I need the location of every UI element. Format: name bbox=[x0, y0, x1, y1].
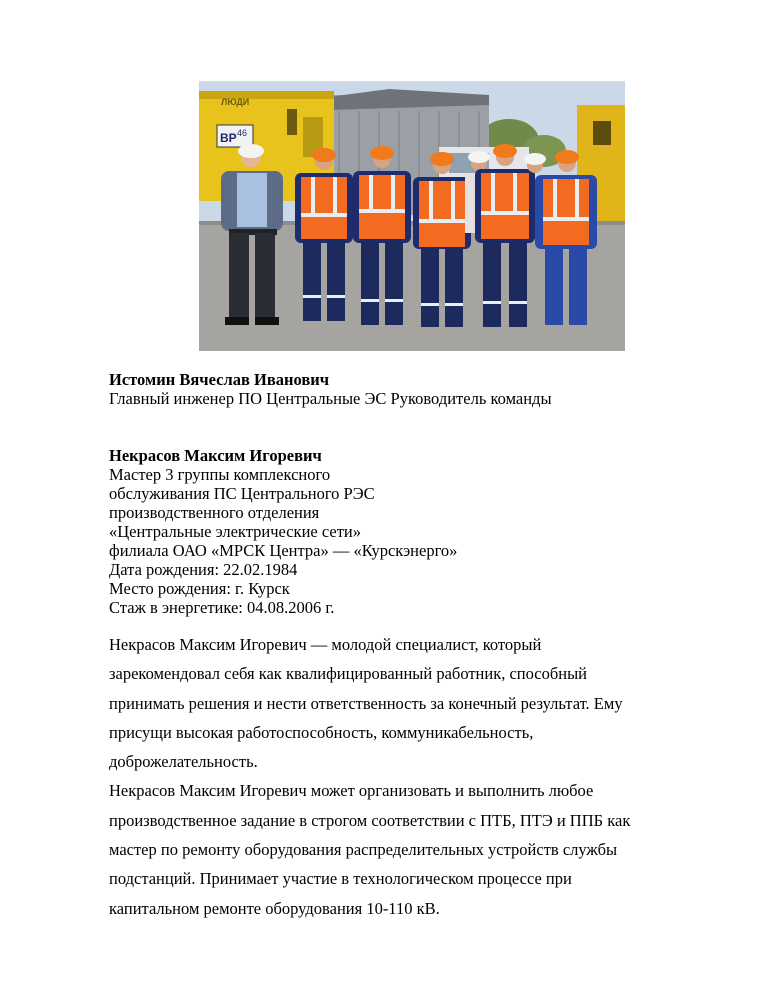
description-line: зарекомендовал себя как квалифицированный работник, способный bbox=[109, 664, 588, 684]
description-line: подстанций. Принимает участие в технологическом процессе при bbox=[109, 869, 572, 889]
person1-role: Главный инженер ПО Центральные ЭС Руководитель команды bbox=[109, 389, 552, 408]
description-line: производственное задание в строгом соответствии с ПТБ, ПТЭ и ППБ как bbox=[109, 810, 631, 830]
truck-number-text: 46 bbox=[237, 128, 248, 138]
description-line: принимать решения и нести ответственность за конечный результат. Ему bbox=[109, 693, 623, 713]
description-paragraph bbox=[109, 630, 709, 923]
description-line: присущи высокая работоспособность, коммуникабельность, bbox=[109, 722, 534, 742]
person2-detail: Мастер 3 группы комплексного bbox=[109, 465, 331, 484]
truck-plate-text: ВР bbox=[220, 131, 237, 145]
person1-block bbox=[109, 370, 709, 408]
description-line: доброжелательность. bbox=[109, 752, 258, 772]
description-line: капитальном ремонте оборудования 10-110 кВ. bbox=[109, 898, 440, 918]
description-line: мастер по ремонту оборудования распределительных устройств службы bbox=[109, 840, 618, 860]
birth-date: Дата рождения: 22.02.1984 bbox=[109, 560, 298, 579]
description-line: Некрасов Максим Игоревич может организовать и выполнить любое bbox=[109, 781, 594, 801]
birth-place: Место рождения: г. Курск bbox=[109, 579, 290, 598]
person1-name: Истомин Вячеслав Иванович bbox=[109, 370, 330, 389]
person2-detail: обслуживания ПС Центрального РЭС bbox=[109, 484, 375, 503]
person2-block bbox=[109, 446, 709, 617]
person2-detail: «Центральные электрические сети» bbox=[109, 522, 361, 541]
description-line: Некрасов Максим Игоревич — молодой специалист, который bbox=[109, 635, 542, 654]
person2-detail: филиала ОАО «МРСК Центра» — «Курскэнерго» bbox=[109, 541, 458, 560]
team-photo bbox=[199, 81, 625, 351]
person2-detail: производственного отделения bbox=[109, 503, 320, 522]
person2-name: Некрасов Максим Игоревич bbox=[109, 446, 322, 465]
truck-sign-text: ЛЮДИ bbox=[221, 97, 250, 107]
experience: Стаж в энергетике: 04.08.2006 г. bbox=[109, 598, 335, 617]
